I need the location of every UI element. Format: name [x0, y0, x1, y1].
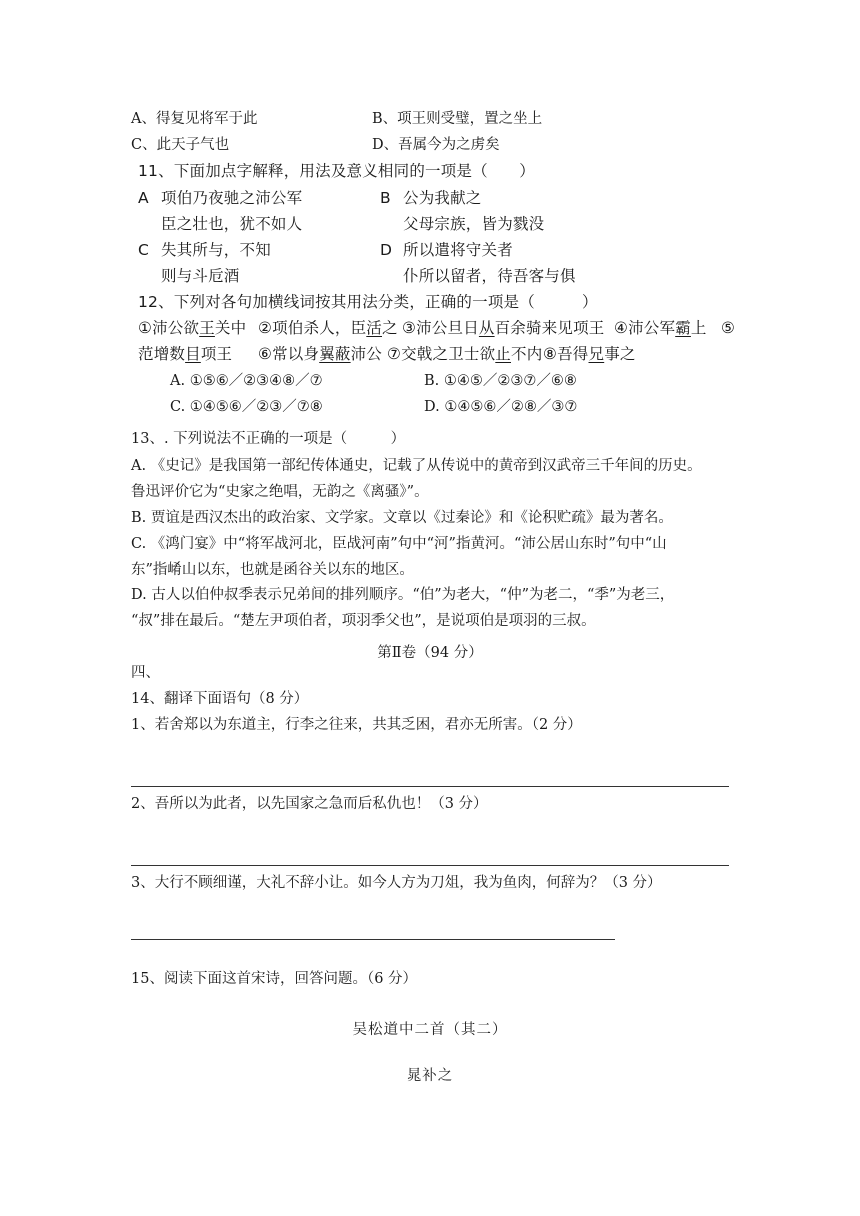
q12-sentence-1: ①沛公欲王关中: [138, 319, 247, 337]
q11-c-sentence-2: 则与斗卮酒: [161, 267, 240, 285]
q12-sentence-5-number: ⑤: [721, 319, 736, 337]
q12-underlined-word: 目: [185, 345, 201, 363]
q12-option-d: D. ①④⑤⑥／②⑧／③⑦: [424, 399, 578, 415]
q10-option-a: A、得复见将军于此: [131, 111, 258, 127]
q14-stem: 14、翻译下面语句（8 分）: [131, 691, 309, 707]
q11-a-sentence-2: 臣之壮也，犹不如人: [161, 215, 303, 233]
q12-sentence-4: ④沛公军霸上: [614, 319, 707, 337]
q14-answer-line-1[interactable]: [131, 786, 729, 787]
q12-underlined-word: 翼蔽: [319, 345, 351, 363]
q11-d-sentence-1: 所以遣将守关者: [403, 241, 513, 259]
q14-answer-line-2[interactable]: [131, 865, 729, 866]
q13-option-d-line-1: D. 古人以伯仲叔季表示兄弟间的排列顺序。“伯”为老大，“仲”为老二，“季”为老三，: [131, 587, 675, 603]
section-4-heading: 四、: [131, 665, 160, 681]
q13-option-b: B. 贾谊是西汉杰出的政治家、文学家。文章以《过秦论》和《论积贮疏》最为著名。: [131, 510, 673, 526]
part-2-title: 第Ⅱ卷（94 分）: [377, 645, 483, 661]
q15-stem: 15、阅读下面这首宋诗，回答问题。（6 分）: [131, 971, 418, 987]
q11-b-sentence-1: 公为我献之: [403, 189, 482, 207]
q10-option-d: D、吾属今为之虏矣: [372, 137, 500, 153]
q10-option-b: B、项王则受璧，置之坐上: [372, 111, 543, 127]
poem-title: 吴松道中二首（其二）: [352, 1022, 508, 1038]
q14-answer-line-3[interactable]: [131, 939, 615, 940]
q13-option-d-line-2: “叔”排在最后。“楚左尹项伯者，项羽季父也”，是说项伯是项羽的三叔。: [131, 613, 596, 629]
q12-option-a: A. ①⑤⑥／②③④⑧／⑦: [170, 373, 323, 389]
q11-stem: 11、下面加点字解释，用法及意义相同的一项是（ ）: [138, 162, 535, 180]
q11-d-sentence-2: 仆所以留者，待吾客与俱: [403, 267, 576, 285]
q12-underlined-word: 霸: [675, 319, 691, 337]
q12-option-b: B. ①④⑤／②③⑦／⑥⑧: [424, 373, 577, 389]
q12-sentence-7: ⑦交戟之卫士欲止不内: [387, 345, 543, 363]
q13-option-a-line-2: 鲁迅评价它为“史家之绝唱，无韵之《离骚》”。: [131, 484, 429, 500]
q12-sentence-8: ⑧吾得兄事之: [543, 345, 636, 363]
q12-sentence-6: ⑥常以身翼蔽沛公: [258, 345, 383, 363]
q12-sentence-5: 范增数目项王: [138, 345, 233, 363]
q11-a-sentence-1: 项伯乃夜驰之沛公军: [161, 189, 303, 207]
q14-sentence-2: 2、吾所以为此者，以先国家之急而后私仇也！（3 分）: [131, 796, 488, 812]
q12-sentence-3: ③沛公旦日从百余骑来见项王: [402, 319, 605, 337]
q11-c-sentence-1: 失其所与，不知: [161, 241, 271, 259]
q14-sentence-1: 1、若舍郑以为东道主，行李之往来，共其乏困，君亦无所害。（2 分）: [131, 717, 582, 733]
q12-underlined-word: 从: [478, 319, 495, 337]
poem-author: 晁补之: [406, 1068, 454, 1084]
q11-a-label: A: [138, 189, 149, 207]
q13-option-c-line-1: C. 《鸿门宴》中“将军战河北，臣战河南”句中“河”指黄河。“沛公居山东时”句中“山: [131, 536, 667, 552]
q11-d-label: D: [380, 241, 393, 259]
q12-option-c: C. ①④⑤⑥／②③／⑦⑧: [170, 399, 323, 415]
q14-sentence-3: 3、大行不顾细谨，大礼不辞小让。如今人方为刀俎，我为鱼肉，何辞为？（3 分）: [131, 875, 662, 891]
q12-underlined-word: 王: [199, 319, 215, 337]
q10-option-c: C、此天子气也: [131, 137, 230, 153]
q12-underlined-word: 兄: [588, 345, 605, 363]
q12-underlined-word: 活: [366, 319, 382, 337]
q13-option-c-line-2: 东”指崤山以东，也就是函谷关以东的地区。: [131, 562, 414, 578]
q13-stem: 13、. 下列说法不正确的一项是（ ）: [131, 431, 406, 447]
q12-sentence-2: ②项伯杀人，臣活之: [258, 319, 398, 337]
q13-option-a-line-1: A. 《史记》是我国第一部纪传体通史，记载了从传说中的黄帝到汉武帝三千年间的历史。: [131, 458, 702, 474]
q11-c-label: C: [138, 241, 150, 259]
q12-underlined-word: 止: [495, 345, 511, 363]
q11-b-label: B: [380, 189, 391, 207]
q12-stem: 12、下列对各句加横线词按其用法分类，正确的一项是（ ）: [138, 293, 598, 311]
q11-b-sentence-2: 父母宗族，皆为戮没: [403, 215, 545, 233]
